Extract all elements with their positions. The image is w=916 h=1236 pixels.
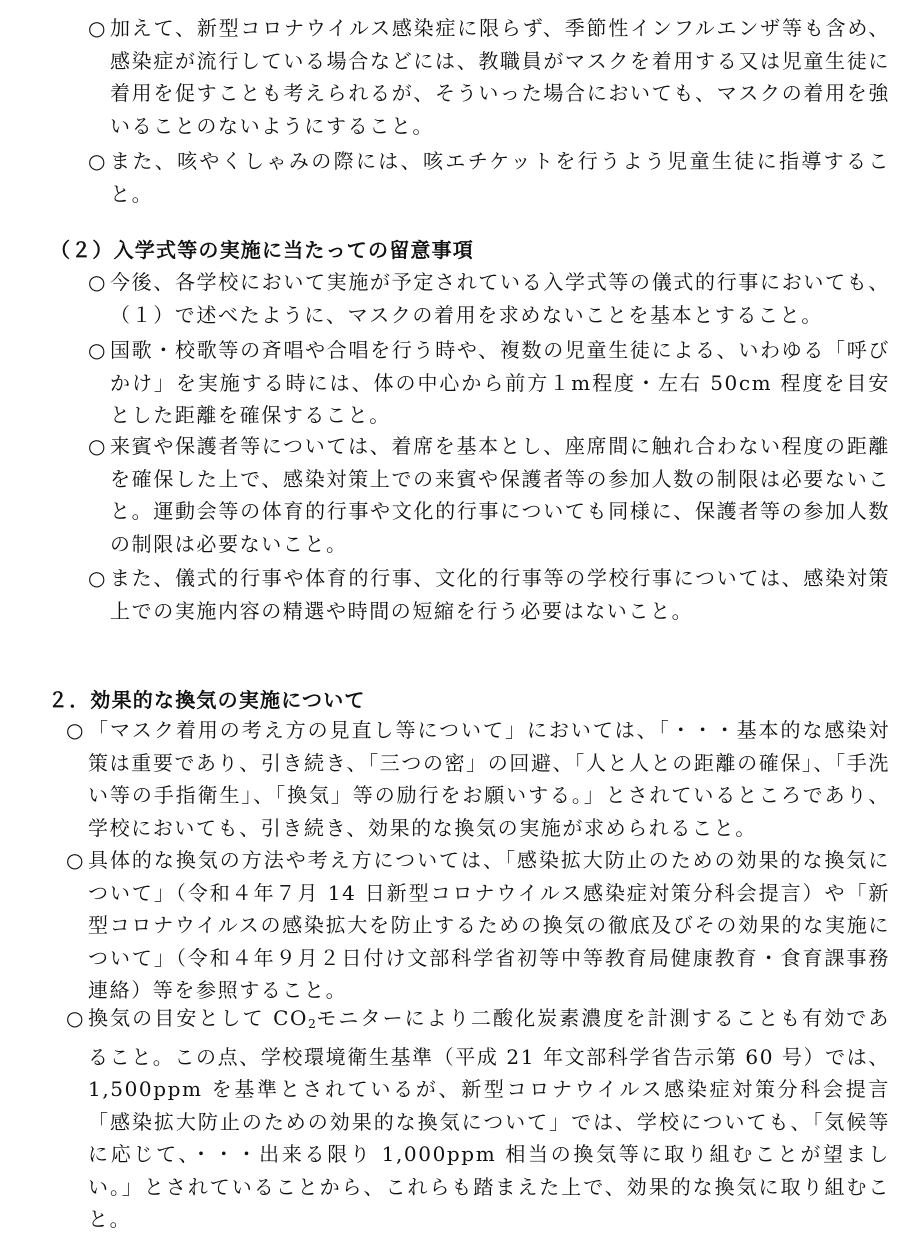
bullet-mark: ○ <box>88 270 106 294</box>
section-heading: （２）入学式等の実施に当たっての留意事項 <box>50 238 474 262</box>
bullet-mark: ○ <box>88 149 106 173</box>
bullet-item <box>66 714 890 844</box>
bullet-text: 今後、各学校において実施が予定されている入学式等の儀式的行事においても、（１）で述べたように、マスクの着用を求めないことを基本とすること。 <box>110 270 890 327</box>
bullet-item <box>88 430 890 560</box>
bullet-item <box>88 266 890 331</box>
bullet-mark: ○ <box>66 718 84 742</box>
bullet-item <box>88 145 890 210</box>
bullet-mark: ○ <box>66 1006 84 1030</box>
bullet-mark: ○ <box>88 16 106 40</box>
bullet-text: 加えて、新型コロナウイルス感染症に限らず、季節性インフルエンザ等も含め、感染症が流行している場合などには、教職員がマスクを着用する又は児童生徒に着用を促すことも考えられるが、そういった場合においても、マスクの着用を強いることのないようにすること。 <box>110 16 890 138</box>
bullet-mark: ○ <box>88 338 106 362</box>
bullet-mark: ○ <box>88 566 106 590</box>
bullet-text: 具体的な換気の方法や考え方については、「感染拡大防止のための効果的な換気について」（令和４年７月 14 日新型コロナウイルス感染症対策分科会提言）や「新型コロナウイルスの感染拡大を防止するための換気の徹底及びその効果的な実施について」（令和４年９月２日付け文部科学省初等中等教育局健康教育・食育課事務連絡）等を参照すること。 <box>88 848 890 1002</box>
section-heading: ２．効果的な換気の実施について <box>48 688 366 712</box>
bullet-item <box>88 334 890 432</box>
bullet-item <box>88 12 890 142</box>
bullet-text <box>88 1002 890 1236</box>
bullet-text-part: モニターにより二酸化炭素濃度を計測することも有効であること。この点、学校環境衛生基準（平成 21 年文部科学省告示第 60 号）では、1,500ppm を基準とされているが、新型コロナウイルス感染症対策分科会提言「感染拡大防止のための効果的な換気について」では、学校についても、「気候等に応じて、・・・出来る限り 1,000ppm 相当の換気等に取り組むことが望ましい。」とされていることから、これらも踏まえた上で、効果的な換気に取り組むこと。 <box>88 1006 890 1232</box>
bullet-item <box>66 844 890 1007</box>
bullet-text: 「マスク着用の考え方の見直し等について」においては、「・・・基本的な感染対策は重要であり、引き続き、「三つの密」の回避、「人と人との距離の確保」、「手洗い等の手指衛生」、「換気」等の励行をお願いする。」とされているところであり、学校においても、引き続き、効果的な換気の実施が求められること。 <box>88 718 890 840</box>
subscript-text: 2 <box>307 1016 316 1032</box>
bullet-text: また、咳やくしゃみの際には、咳エチケットを行うよう児童生徒に指導すること。 <box>110 149 890 206</box>
bullet-mark: ○ <box>88 434 106 458</box>
bullet-mark: ○ <box>66 848 84 872</box>
bullet-item <box>88 562 890 627</box>
bullet-text-part: 換気の目安として CO <box>88 1006 308 1030</box>
bullet-text: 来賓や保護者等については、着席を基本とし、座席間に触れ合わない程度の距離を確保した上で、感染対策上での来賓や保護者等の参加人数の制限は必要ないこと。運動会等の体育的行事や文化的行事についても同様に、保護者等の参加人数の制限は必要ないこと。 <box>110 434 890 556</box>
bullet-text: 国歌・校歌等の斉唱や合唱を行う時や、複数の児童生徒による、いわゆる「呼びかけ」を実施する時には、体の中心から前方１m程度・左右 50cm 程度を目安とした距離を確保すること。 <box>110 338 890 427</box>
bullet-item <box>66 1002 890 1236</box>
bullet-text: また、儀式的行事や体育的行事、文化的行事等の学校行事については、感染対策上での実施内容の精選や時間の短縮を行う必要はないこと。 <box>110 566 890 623</box>
